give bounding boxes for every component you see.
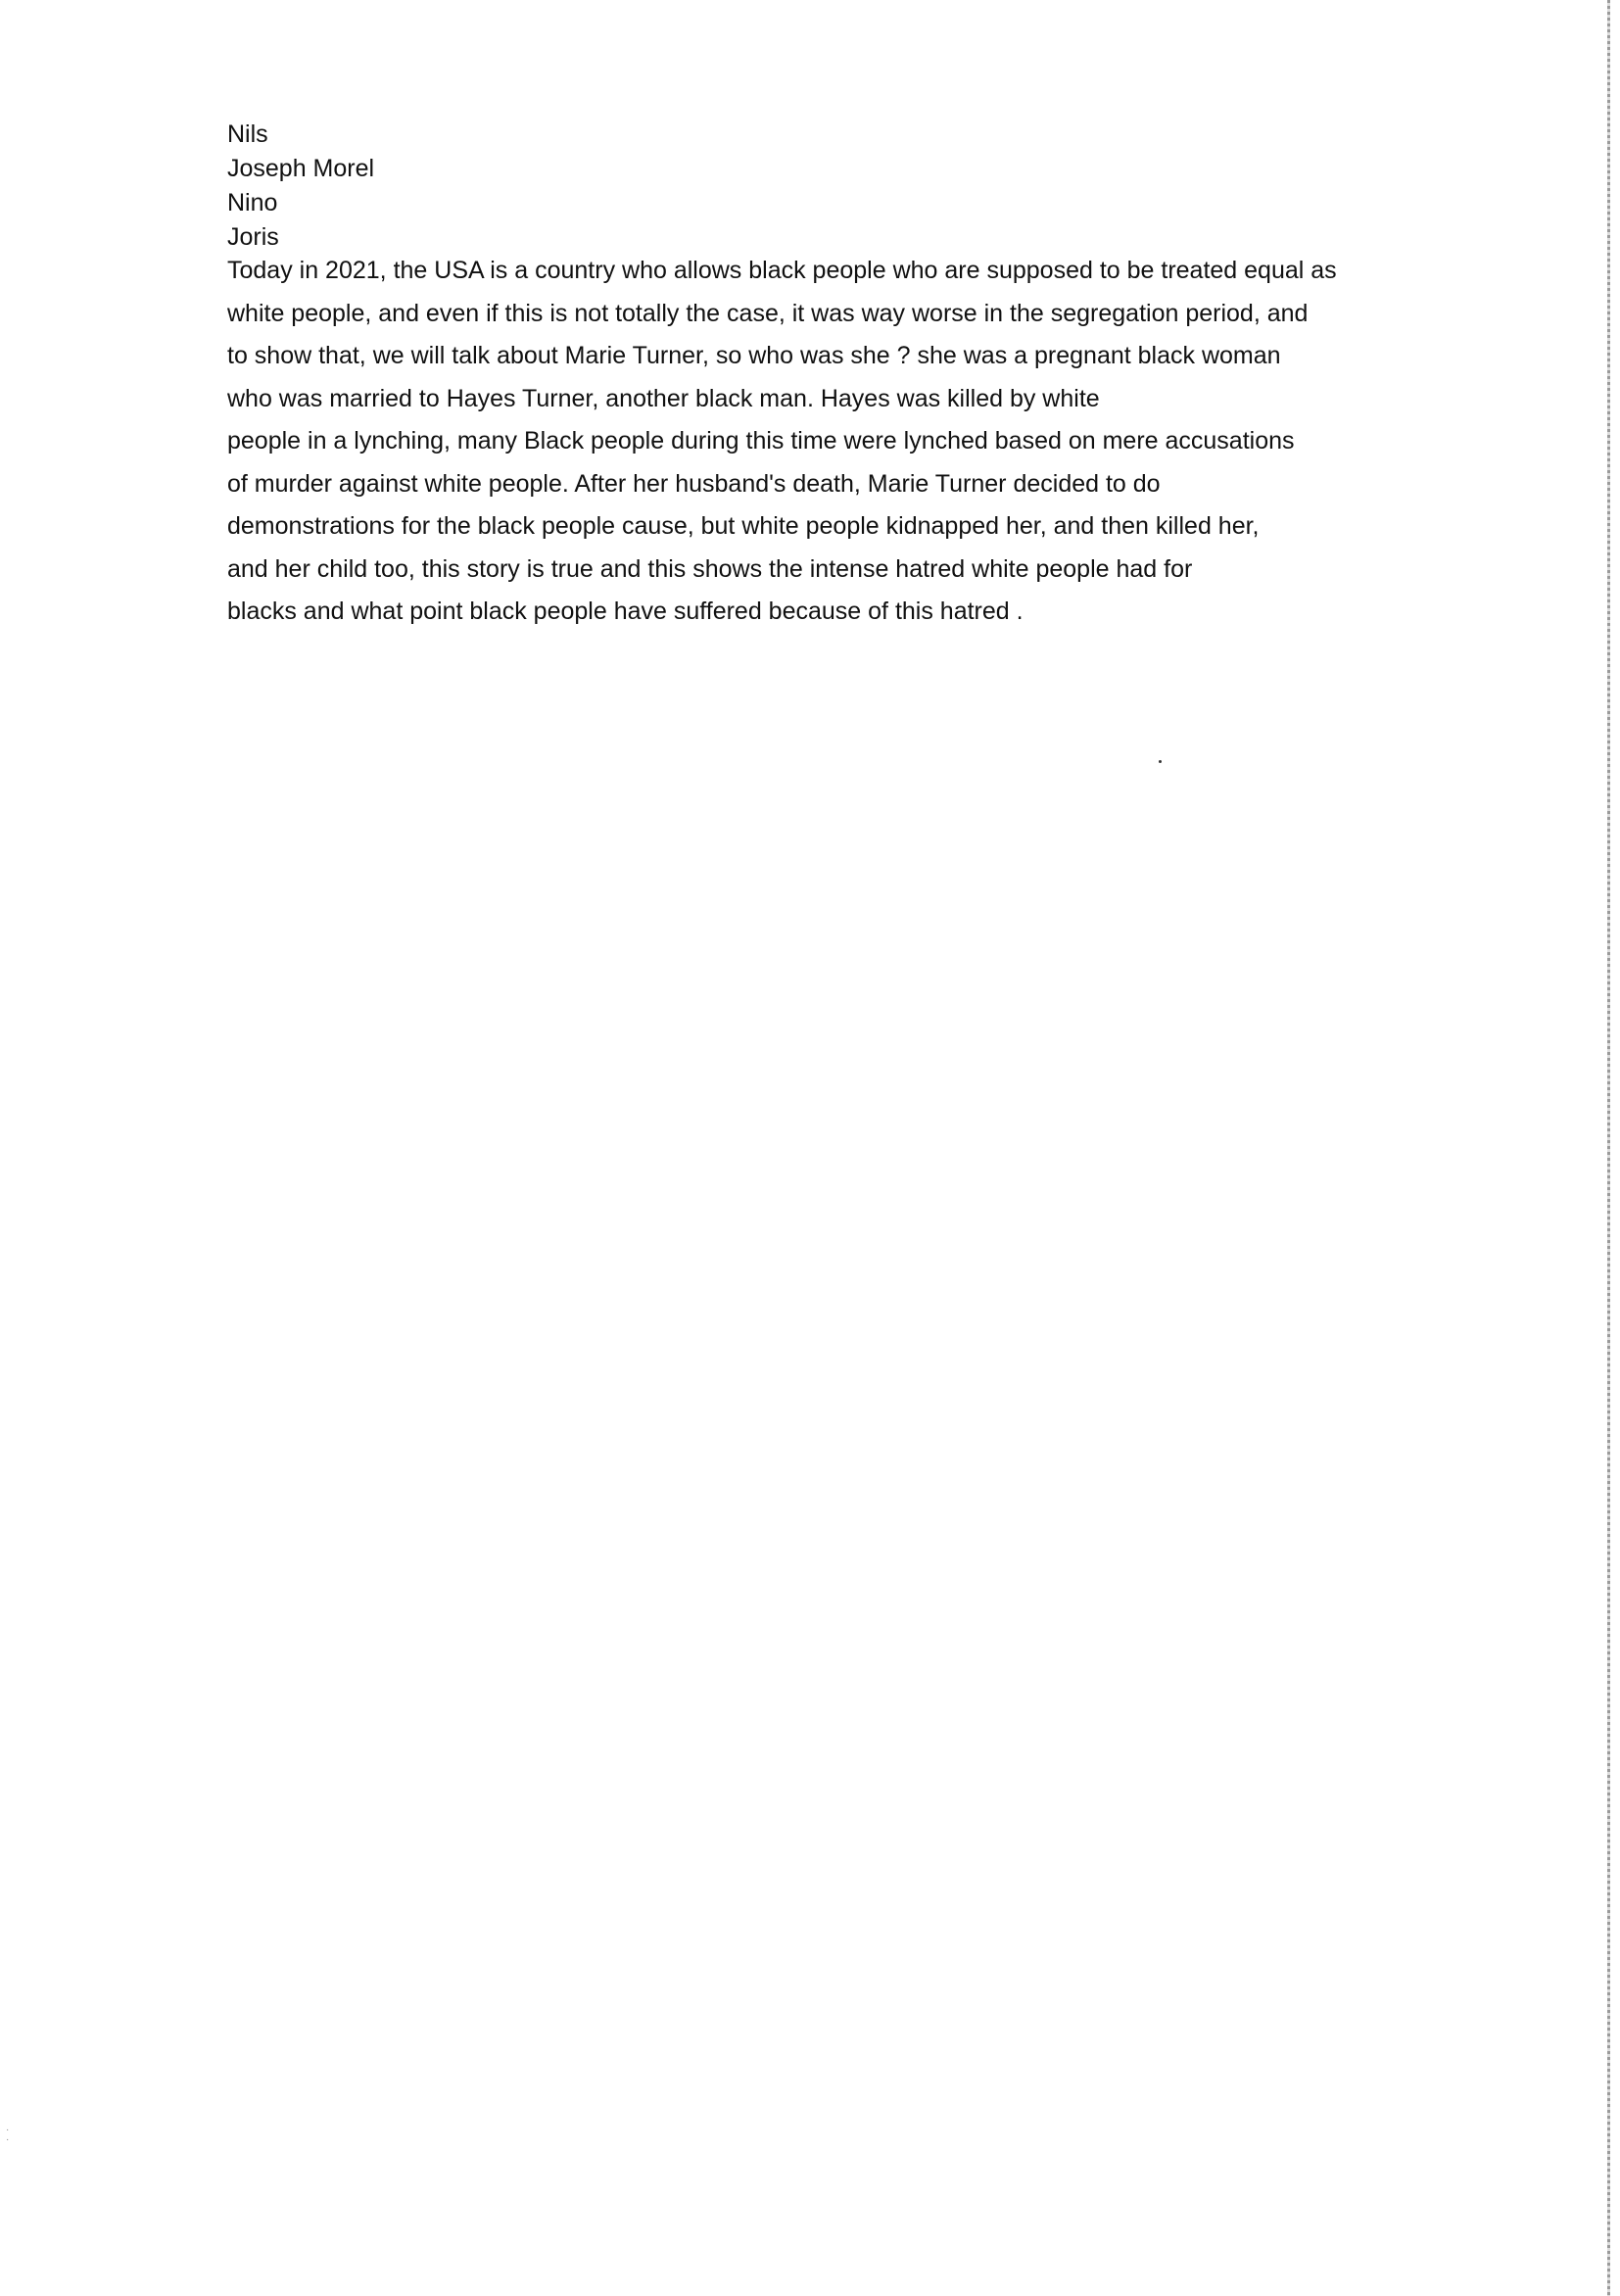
author-name: Nino [227,189,278,216]
essay-line: demonstrations for the black people cause, but white people kidnapped her, and then killed her, [227,512,1260,540]
essay-line: Today in 2021, the USA is a country who allows black people who are supposed to be treated equal as [227,257,1337,284]
scan-speck: · · [6,2125,10,2145]
author-name: Nils [227,120,268,148]
essay-line: people in a lynching, many Black people during this time were lynched based on mere accusations [227,427,1295,454]
essay-line: of murder against white people. After her husband's death, Marie Turner decided to do [227,469,1161,498]
ink-dot [1159,760,1162,763]
essay-line: blacks and what point black people have suffered because of this hatred . [227,598,1024,625]
essay-body [227,250,1393,634]
author-list [227,118,374,255]
essay-line: white people, and even if this is not totally the case, it was way worse in the segregation period, and [227,299,1309,327]
essay-line: and her child too, this story is true and this shows the intense hatred white people had for [227,554,1193,583]
author-name: Joseph Morel [227,155,375,182]
scan-edge-border [1607,0,1610,2296]
essay-line: to show that, we will talk about Marie Turner, so who was she ? she was a pregnant black woman [227,342,1281,369]
essay-line: who was married to Hayes Turner, another black man. Hayes was killed by white [227,384,1100,412]
author-name: Joris [227,223,279,251]
